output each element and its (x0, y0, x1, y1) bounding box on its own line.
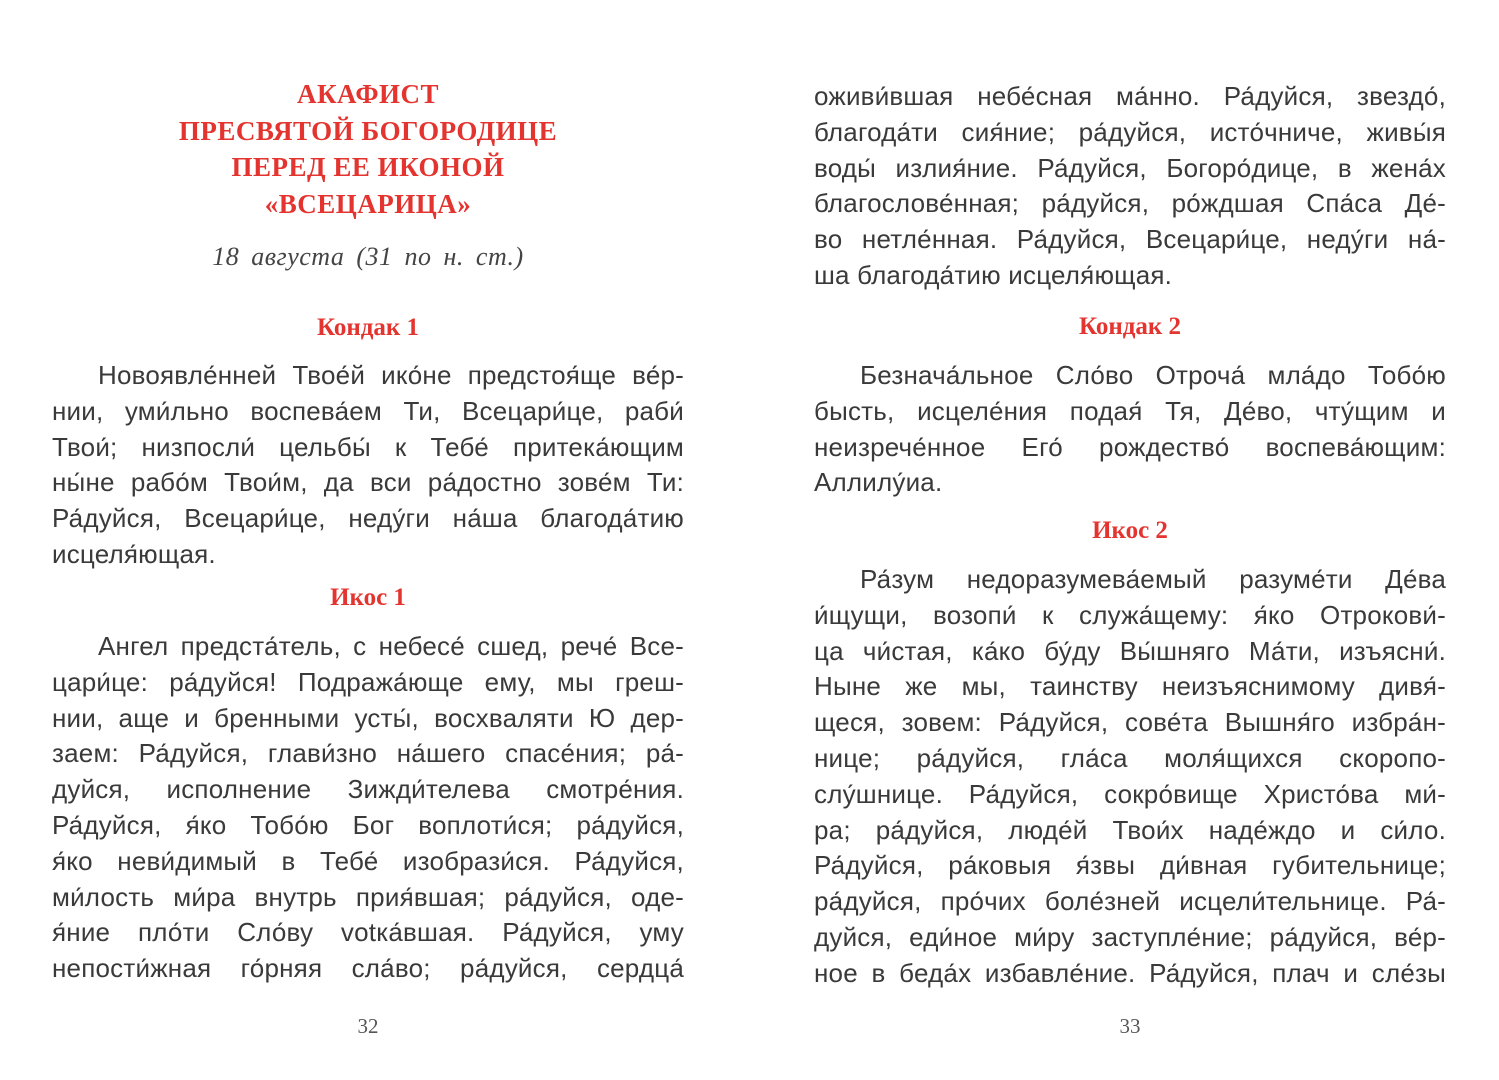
text-line: цари́це: ра́дуйся! Подража́юще ему, мы греш- (52, 666, 684, 697)
text-line: Ра́дуйся, я́ко Тобо́ю Бог воплоти́ся; ра́дуйся, (52, 809, 684, 840)
text-line: бысть, исцеле́ния подая́ Тя, Де́во, чту́щим и (814, 395, 1446, 426)
text-line: Аллилу́иа. (814, 467, 943, 498)
text-line: я́ние пло́ти Сло́ву votка́вшая. Ра́дуйся, уму (52, 917, 684, 948)
text-line: ра́дуйся, про́чих боле́зней исцели́тельнице. Ра́- (814, 886, 1446, 917)
title-line: ПРЕСВЯТОЙ БОГОРОДИЦЕ (178, 115, 558, 146)
kondak-2-heading: Кондак 2 (1078, 313, 1182, 340)
kondak-1-heading: Кондак 1 (316, 314, 420, 341)
text-line: заем: Ра́дуйся, глави́зно на́шего спасе́ния; ра́- (52, 738, 684, 769)
text-line: исцеля́ющая. (52, 538, 216, 569)
text-line: воды́ излия́ние. Ра́дуйся, Богоро́дице, в жена́х (814, 152, 1446, 183)
text-line: благода́ти сия́ние; ра́дуйся, исто́чниче, живы́я (814, 116, 1446, 147)
text-line: ра; ра́дуйся, люде́й Твои́х наде́ждо и си́ло. (814, 814, 1446, 845)
text-line: Ныне же мы, таинству неизъяснимому дивя́- (814, 671, 1446, 702)
text-line: нице; ра́дуйся, гла́са моля́щихся скоропо- (814, 742, 1446, 773)
text-line: ца чи́стая, ка́ко бу́ду Вы́шняго Ма́ти, изъясни́. (814, 635, 1446, 666)
text-line: Ра́дуйся, ра́ковыя я́звы ди́вная губительнице; (814, 850, 1446, 881)
ikos-1-heading: Икос 1 (330, 584, 406, 611)
text-line: Ра́зум недоразумева́емый разуме́ти Де́ва (860, 564, 1446, 594)
page-number: 33 (1119, 1014, 1141, 1038)
text-line: ша благода́тию исцеля́ющая. (814, 259, 1173, 290)
text-line: Ра́дуйся, Всецари́це, неду́ги на́ша благода́тию (52, 503, 684, 534)
text-line: непости́жная го́рняя сла́во; ра́дуйся, сердца́ (52, 953, 684, 984)
feast-date: 18 августа (31 по н. ст.) (212, 242, 524, 271)
left-page (52, 0, 684, 1080)
text-line: ны́не рабо́м Твои́м, да вси ра́достно зове́м Ти: (52, 467, 684, 498)
text-line: оживи́вшая небе́сная ма́нно. Ра́дуйся, звездо́, (814, 81, 1446, 111)
text-line: Твои́; низпосли́ цельбы́ к Тебе́ притека́ющим (52, 431, 684, 462)
text-line: Безнача́льное Сло́во Отроча́ мла́до Тобо́ю (860, 360, 1446, 390)
text-line: дуйся, исполнение Зижди́телева смотре́ния. (52, 774, 684, 805)
kondak-2-text (814, 358, 1446, 501)
title-line: ПЕРЕД ЕЕ ИКОНОЙ (231, 152, 505, 182)
text-line: ное в беда́х избавле́ние. Ра́дуйся, плач и сле́зы (814, 957, 1446, 988)
text-line: во нетле́нная. Ра́дуйся, Всецари́це, неду́ги на́- (814, 224, 1446, 255)
text-line: нии, уми́льно воспева́ем Ти, Всецари́це, раби́ (52, 395, 684, 426)
akathist-title (52, 76, 684, 222)
text-line: нии, аще и бренными усты́, восхваляти Ю дер- (52, 702, 684, 733)
title-line: АКАФИСТ (296, 79, 440, 109)
text-line: слу́шнице. Ра́дуйся, сокро́вище Христо́ва ми́- (814, 778, 1446, 809)
text-line: Новоявле́нней Твое́й ико́не предстоя́ще ве́р- (98, 360, 684, 390)
ikos-1-text (52, 629, 684, 987)
right-page (814, 0, 1446, 1080)
ikos-1-continuation (814, 79, 1446, 294)
kondak-1-text (52, 358, 684, 573)
text-line: щеся, зовем: Ра́дуйся, сове́та Вышня́го избра́н- (814, 707, 1446, 738)
ikos-2-heading: Икос 2 (1092, 517, 1168, 544)
text-line: Ангел предста́тель, с небесе́ сшед, рече́ Все- (98, 631, 684, 661)
text-line: неизрече́нное Его́ рождество́ воспева́ющим: (814, 431, 1446, 462)
text-line: я́ко неви́димый в Тебе́ изобрази́ся. Ра́дуйся, (52, 845, 684, 876)
ikos-2-text (814, 562, 1446, 992)
text-line: ми́лость ми́ра внутрь прия́вшая; ра́дуйся, оде- (52, 881, 684, 912)
text-line: благослове́нная; ра́дуйся, ро́ждшая Спа́са Де́- (814, 188, 1446, 219)
page-number: 32 (357, 1014, 379, 1038)
text-line: и́щущи, возопи́ к служа́щему: я́ко Отрокови́- (814, 599, 1446, 630)
title-line: «ВСЕЦАРИЦА» (264, 188, 472, 219)
text-line: дуйся, еди́ное ми́ру заступле́ние; ра́дуйся, ве́р- (814, 921, 1446, 952)
